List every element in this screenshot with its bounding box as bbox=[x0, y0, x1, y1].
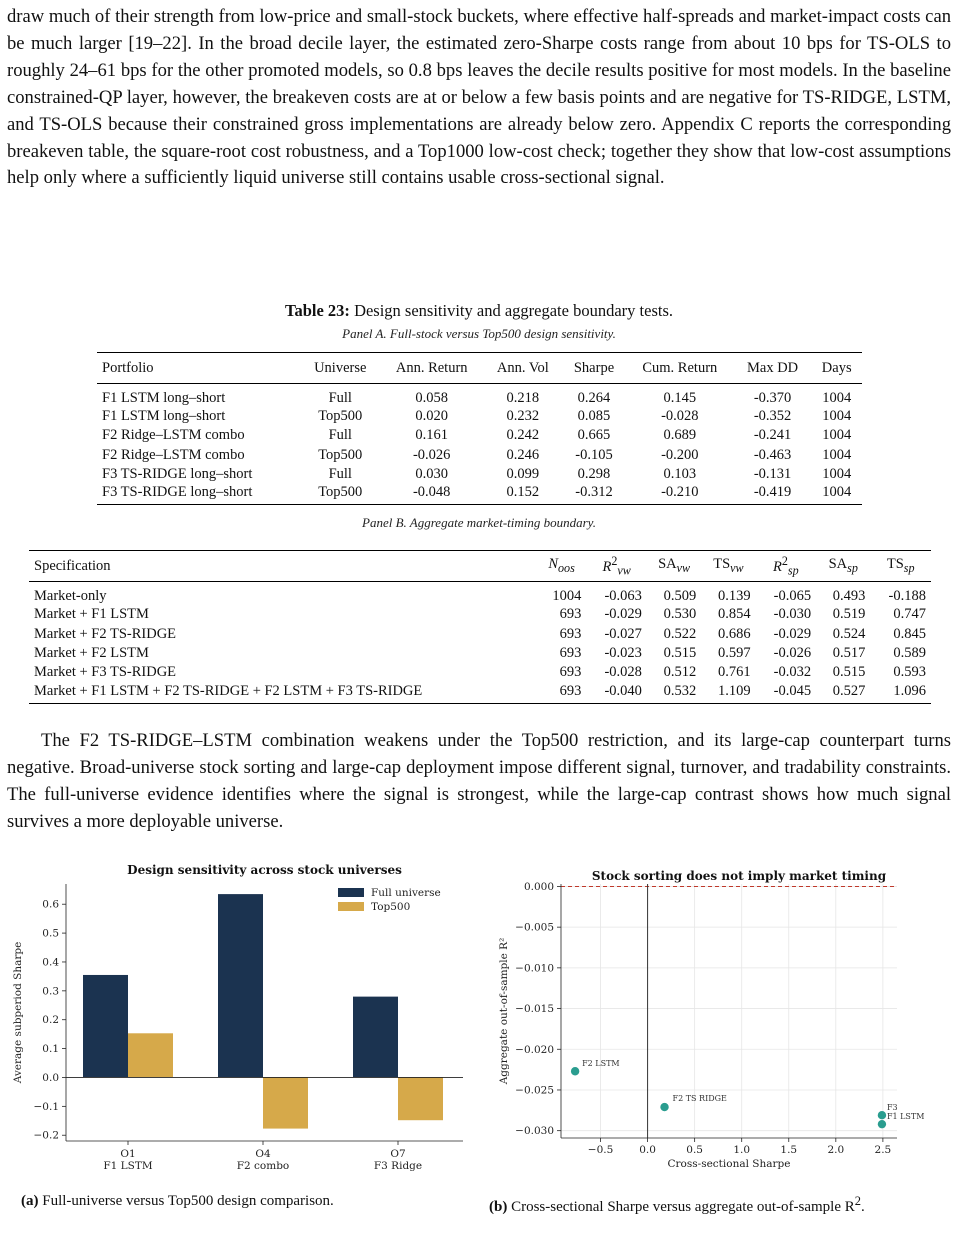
body-paragraph-1: draw much of their strength from low-price and small-stock buckets, where effective half-spreads and market-impact costs can be much larger [19–22]. In the broad decile layer, the estimated zero-Sharpe costs range from about 10 bps for TS-OLS to roughly 24–61 bps for the other promoted models, so 0.8 bps leaves the decile results positive for most models. In the baseline constrained-QP layer, however, the breakeven costs are at or below a few basis points and are negative for TS-RIDGE, LSTM, and TS-OLS because their constrained gross implementations are already below zero. Appendix C reports the corresponding breakeven table, the square-root cost robustness, and a Top1000 low-cost check; together they show that low-cost assumptions help only where a sufficiently liquid universe still contains usable cross-sectional signal. bbox=[7, 6, 951, 189]
table-row bbox=[29, 582, 931, 606]
y-tick-label: 0.000 bbox=[523, 880, 554, 893]
subfigure-a-caption: (a) Full-universe versus Top500 design comparison. bbox=[21, 1193, 334, 1209]
table-cell: 0.686 bbox=[717, 625, 751, 642]
table-cell: Market + F1 LSTM bbox=[34, 606, 149, 623]
table-cell: 0.689 bbox=[663, 427, 697, 444]
x-axis-label: Cross-sectional Sharpe bbox=[667, 1158, 791, 1170]
data-point bbox=[660, 1103, 668, 1111]
table-cell: -0.200 bbox=[661, 446, 699, 463]
y-tick-label: 0.0 bbox=[42, 1071, 59, 1084]
table-cell: -0.032 bbox=[773, 664, 812, 681]
table-cell: -0.023 bbox=[604, 644, 642, 661]
y-tick-label: 0.6 bbox=[42, 898, 59, 911]
col-header-r2-sp: $R^2_{sp}$ bbox=[756, 551, 817, 582]
bar-top500 bbox=[263, 1077, 308, 1128]
table-cell: 0.509 bbox=[663, 588, 697, 604]
table-title: Design sensitivity and aggregate boundary tests. bbox=[354, 301, 673, 320]
table-cell: 693 bbox=[537, 683, 587, 704]
panel-a-header-row bbox=[97, 353, 862, 384]
table-row bbox=[29, 624, 931, 643]
col-header-r2-vw: $R^2_{vw}$ bbox=[586, 551, 647, 582]
y-tick-label: 0.1 bbox=[42, 1043, 59, 1056]
table-cell: 0.298 bbox=[577, 466, 611, 483]
table-caption bbox=[0, 301, 958, 321]
table-cell: -0.312 bbox=[562, 484, 626, 505]
table-cell: 0.139 bbox=[717, 588, 751, 604]
legend-swatch bbox=[338, 888, 364, 897]
table-cell: 0.085 bbox=[577, 408, 611, 425]
x-tick-sublabel: F1 LSTM bbox=[103, 1160, 153, 1172]
design-sensitivity-bar-chart bbox=[0, 858, 472, 1180]
y-tick-label: −0.030 bbox=[515, 1125, 554, 1138]
data-point bbox=[878, 1120, 886, 1128]
table-cell: 0.512 bbox=[663, 664, 697, 681]
table-cell: Market + F1 LSTM + F2 TS-RIDGE + F2 LSTM + F3 TS-RIDGE bbox=[29, 683, 537, 704]
table-cell: -0.352 bbox=[753, 408, 792, 425]
table-cell: -0.028 bbox=[661, 408, 699, 425]
table-row bbox=[29, 605, 931, 624]
table-cell: -0.131 bbox=[753, 466, 792, 483]
table-cell: -0.419 bbox=[734, 484, 812, 505]
data-point bbox=[571, 1067, 579, 1075]
table-cell: 0.597 bbox=[717, 644, 751, 661]
legend-label: Full universe bbox=[371, 887, 441, 899]
x-tick-sublabel: F2 combo bbox=[236, 1160, 290, 1172]
table-cell: 0.532 bbox=[647, 683, 701, 704]
x-tick-label: 0.5 bbox=[686, 1144, 703, 1156]
table-cell: -0.065 bbox=[773, 588, 812, 604]
col-header: Universe bbox=[301, 353, 380, 384]
x-tick-label: −0.5 bbox=[587, 1144, 614, 1156]
table-cell: -0.027 bbox=[604, 625, 642, 642]
col-header-sa-vw: $SA_{vw}$ bbox=[647, 551, 701, 582]
table-cell: 1004 bbox=[552, 588, 582, 604]
table-cell: 1.109 bbox=[701, 683, 755, 704]
x-tick-label: 1.0 bbox=[733, 1144, 751, 1156]
table-cell: 693 bbox=[559, 664, 582, 681]
table-row bbox=[29, 683, 931, 704]
table-cell: 1.096 bbox=[870, 683, 931, 704]
table-cell: Full bbox=[328, 390, 352, 406]
table-cell: 693 bbox=[559, 606, 582, 623]
panel-a-caption: Panel A. Full-stock versus Top500 design sensitivity. bbox=[342, 326, 616, 341]
x-tick-label: O4 bbox=[255, 1148, 271, 1160]
table-cell: 0.517 bbox=[832, 644, 866, 661]
y-tick-label: 0.2 bbox=[42, 1014, 59, 1027]
table-cell: 0.152 bbox=[484, 484, 563, 505]
table-row bbox=[97, 484, 862, 505]
panel-b-caption: Panel B. Aggregate market-timing boundary. bbox=[362, 515, 596, 530]
panel-b-header-row bbox=[29, 551, 931, 582]
y-tick-label: 0.5 bbox=[42, 927, 59, 940]
x-tick-sublabel: F3 Ridge bbox=[373, 1160, 423, 1172]
bar-full-universe bbox=[83, 975, 128, 1078]
table-cell: F1 LSTM long–short bbox=[102, 390, 226, 406]
table-cell: Market + F3 TS-RIDGE bbox=[34, 664, 177, 681]
table-cell: 0.589 bbox=[893, 644, 926, 661]
panel-b-table bbox=[29, 550, 931, 704]
col-header-sa-sp: $SA_{sp}$ bbox=[816, 551, 870, 582]
table-cell: 0.020 bbox=[415, 408, 448, 425]
bar-top500 bbox=[398, 1077, 443, 1120]
table-cell: 693 bbox=[559, 644, 582, 661]
table-cell: 0.515 bbox=[663, 644, 697, 661]
y-tick-label: −0.015 bbox=[515, 1003, 554, 1016]
table-cell: 0.493 bbox=[832, 588, 866, 604]
table-cell: Top500 bbox=[301, 484, 380, 505]
point-label: F3 bbox=[886, 1103, 898, 1113]
col-header: Ann. Vol bbox=[484, 353, 563, 384]
table-cell: 0.515 bbox=[832, 664, 866, 681]
table-cell: 0.103 bbox=[663, 466, 697, 483]
table-cell: F2 Ridge–LSTM combo bbox=[102, 427, 245, 444]
table-cell: 693 bbox=[559, 625, 582, 642]
table-cell: -0.026 bbox=[773, 644, 812, 661]
table-cell: Full bbox=[328, 466, 352, 483]
table-cell: 1004 bbox=[822, 408, 852, 425]
table-cell: Top500 bbox=[318, 408, 363, 425]
table-row bbox=[29, 644, 931, 663]
y-tick-label: −0.1 bbox=[33, 1100, 59, 1113]
col-header: Days bbox=[811, 353, 862, 384]
x-tick-label: 2.0 bbox=[827, 1144, 845, 1156]
x-tick-label: 1.5 bbox=[780, 1144, 798, 1156]
legend-swatch bbox=[338, 902, 364, 911]
table-cell: 1004 bbox=[822, 427, 852, 444]
table-cell: 0.761 bbox=[717, 664, 751, 681]
y-axis-label: Aggregate out-of-sample R² bbox=[498, 937, 510, 1085]
y-tick-label: −0.025 bbox=[515, 1084, 554, 1097]
bar-full-universe bbox=[353, 997, 398, 1078]
table-row bbox=[97, 465, 862, 484]
x-tick-label: 2.5 bbox=[874, 1144, 892, 1156]
x-tick-label: 0.0 bbox=[639, 1144, 656, 1156]
y-tick-label: −0.020 bbox=[515, 1043, 554, 1056]
table-cell: 1004 bbox=[822, 446, 852, 463]
table-cell: -0.045 bbox=[756, 683, 817, 704]
table-cell: 1004 bbox=[811, 484, 862, 505]
table-cell: -0.026 bbox=[412, 446, 451, 463]
table-cell: 1004 bbox=[822, 466, 852, 483]
col-header: Portfolio bbox=[97, 353, 301, 384]
table-cell: Market + F2 TS-RIDGE bbox=[34, 625, 177, 642]
table-cell: 0.519 bbox=[832, 606, 866, 623]
table-cell: 1004 bbox=[822, 390, 852, 406]
table-cell: 0.527 bbox=[816, 683, 870, 704]
x-tick-label: O7 bbox=[390, 1148, 406, 1160]
table-cell: -0.210 bbox=[626, 484, 734, 505]
table-label: Table 23: bbox=[284, 301, 350, 320]
bar-full-universe bbox=[218, 894, 263, 1077]
table-cell: -0.370 bbox=[753, 390, 792, 406]
point-label: F1 LSTM bbox=[886, 1112, 925, 1122]
table-cell: -0.028 bbox=[604, 664, 642, 681]
table-row bbox=[97, 384, 862, 408]
col-header-ts-sp: $TS_{sp}$ bbox=[870, 551, 931, 582]
table-cell: 0.524 bbox=[832, 625, 866, 642]
table-cell: -0.063 bbox=[604, 588, 642, 604]
subfigure-b-caption: (b) Cross-sectional Sharpe versus aggregate out-of-sample $R^2$. bbox=[489, 1194, 865, 1215]
table-cell: -0.105 bbox=[575, 446, 613, 463]
table-cell: 0.854 bbox=[717, 606, 751, 623]
table-row bbox=[97, 407, 862, 426]
table-cell: 0.845 bbox=[893, 625, 926, 642]
table-cell: F3 TS-RIDGE long–short bbox=[102, 466, 253, 483]
table-cell: F3 TS-RIDGE long–short bbox=[97, 484, 301, 505]
y-tick-label: −0.005 bbox=[515, 921, 554, 934]
table-cell: -0.048 bbox=[380, 484, 484, 505]
table-cell: Market + F2 LSTM bbox=[34, 644, 149, 661]
bar-top500 bbox=[128, 1033, 173, 1077]
table-cell: 0.242 bbox=[506, 427, 540, 444]
col-header-ts-vw: $TS_{vw}$ bbox=[701, 551, 755, 582]
table-cell: 0.058 bbox=[415, 390, 448, 406]
point-label: F2 TS RIDGE bbox=[672, 1094, 727, 1104]
chart-title: Stock sorting does not imply market timing bbox=[591, 869, 887, 883]
table-cell: -0.029 bbox=[604, 606, 642, 623]
table-cell: Market-only bbox=[34, 588, 107, 604]
table-cell: Full bbox=[328, 427, 352, 444]
table-cell: 0.232 bbox=[506, 408, 540, 425]
table-cell: -0.463 bbox=[753, 446, 792, 463]
table-cell: 0.099 bbox=[506, 466, 540, 483]
col-header: Max DD bbox=[734, 353, 812, 384]
legend-label: Top500 bbox=[371, 901, 411, 913]
panel-a-table bbox=[97, 352, 862, 505]
point-label: F2 LSTM bbox=[582, 1059, 620, 1069]
table-row bbox=[97, 426, 862, 445]
table-cell: 0.264 bbox=[577, 390, 611, 406]
table-cell: 0.145 bbox=[663, 390, 697, 406]
body-paragraph-2: The F2 TS-RIDGE–LSTM combination weakens under the Top500 restriction, and its large-cap counterpart turns negative. Broad-universe stock sorting and large-cap deployment impose different signal, turnover, and tradability constraints. The full-universe evidence identifies where the signal is strongest, while the large-cap contrast shows how much signal survives a more deployable universe. bbox=[7, 730, 951, 832]
y-tick-label: −0.010 bbox=[515, 962, 554, 975]
table-cell: 0.246 bbox=[506, 446, 540, 463]
table-cell: F1 LSTM long–short bbox=[102, 408, 226, 425]
table-cell: 0.161 bbox=[415, 427, 448, 444]
table-cell: 0.218 bbox=[506, 390, 540, 406]
table-row bbox=[97, 446, 862, 465]
table-cell: 0.665 bbox=[577, 427, 611, 444]
table-cell: F2 Ridge–LSTM combo bbox=[102, 446, 245, 463]
col-header: Cum. Return bbox=[626, 353, 734, 384]
y-tick-label: −0.2 bbox=[33, 1129, 59, 1142]
y-axis-label: Average subperiod Sharpe bbox=[12, 941, 24, 1084]
col-header-n-oos: $N_{oos}$ bbox=[537, 551, 587, 582]
col-header: Sharpe bbox=[562, 353, 626, 384]
market-timing-scatter-chart bbox=[488, 862, 958, 1180]
table-cell: 0.530 bbox=[663, 606, 697, 623]
table-cell: -0.029 bbox=[773, 625, 812, 642]
data-point bbox=[878, 1111, 886, 1119]
table-cell: 0.030 bbox=[415, 466, 448, 483]
x-tick-label: O1 bbox=[120, 1148, 136, 1160]
chart-title: Design sensitivity across stock universes bbox=[127, 863, 402, 877]
table-cell: Top500 bbox=[318, 446, 363, 463]
table-cell: -0.188 bbox=[888, 588, 926, 604]
table-cell: -0.030 bbox=[773, 606, 812, 623]
table-cell: 0.747 bbox=[893, 606, 926, 623]
table-cell: -0.040 bbox=[586, 683, 647, 704]
y-tick-label: 0.4 bbox=[42, 956, 59, 969]
table-cell: 0.522 bbox=[663, 625, 697, 642]
table-cell: 0.593 bbox=[893, 664, 926, 681]
y-tick-label: 0.3 bbox=[42, 985, 59, 998]
table-cell: -0.241 bbox=[753, 427, 792, 444]
table-row bbox=[29, 663, 931, 682]
col-header: Ann. Return bbox=[380, 353, 484, 384]
col-header-specification: Specification bbox=[29, 551, 537, 582]
